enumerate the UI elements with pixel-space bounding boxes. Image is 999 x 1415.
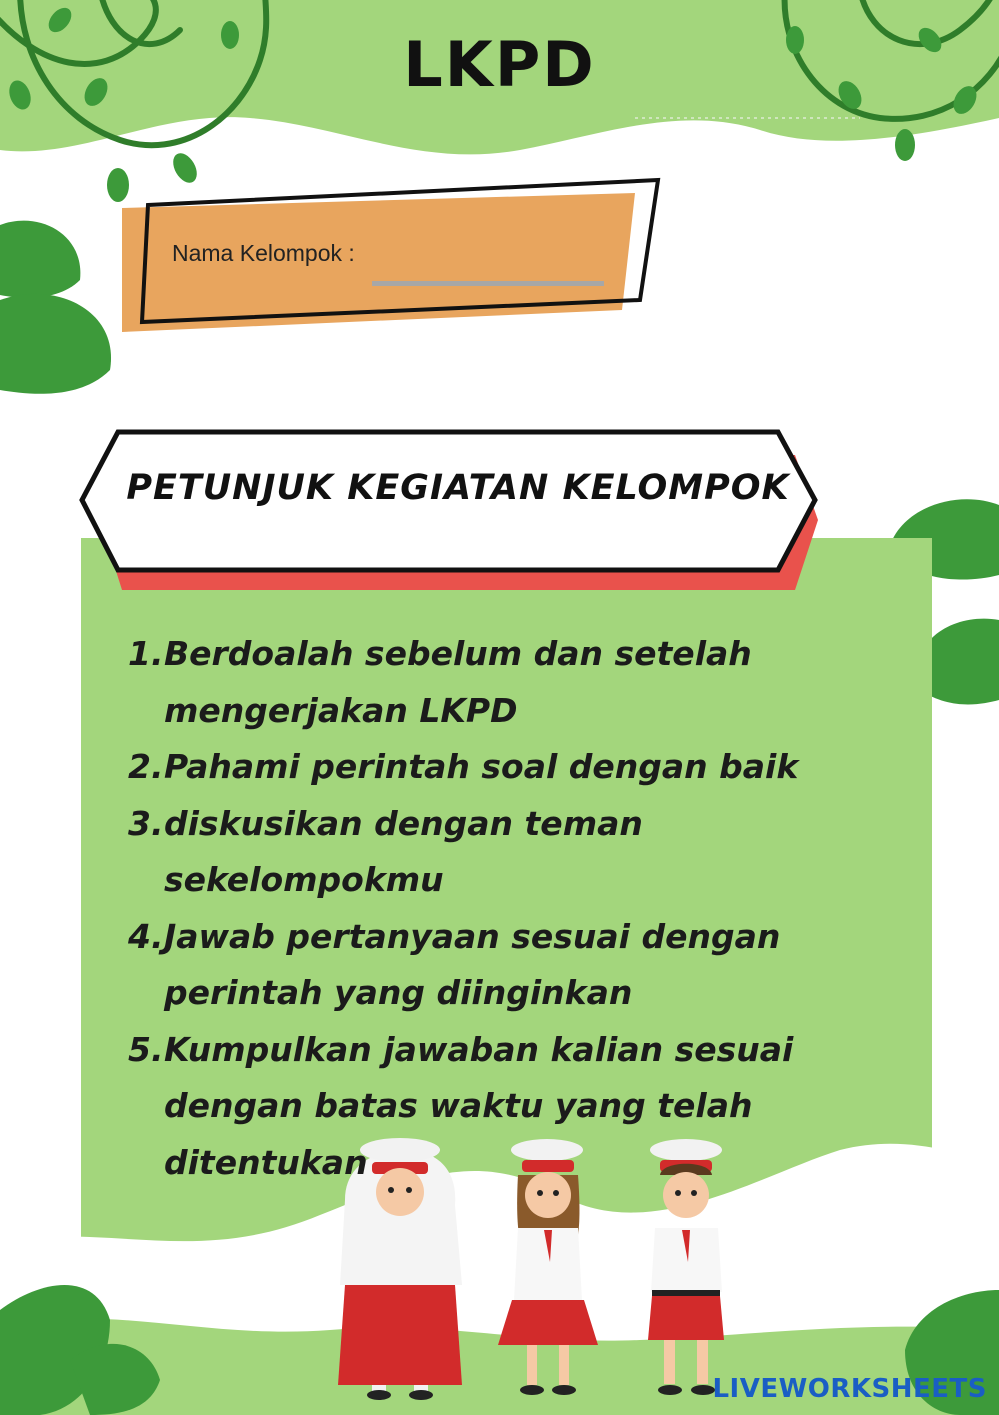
instructions-list	[128, 626, 918, 1191]
list-item	[128, 1022, 918, 1192]
liveworksheets-watermark: LIVEWORKSHEETS	[712, 1374, 987, 1404]
item-text: Jawab pertanyaan sesuai dengan perintah yang diinginkan	[164, 916, 781, 1012]
list-item	[128, 909, 918, 1022]
list-item	[128, 626, 918, 739]
group-name-field[interactable]	[372, 281, 604, 286]
item-number: 3.	[128, 803, 164, 843]
item-text: diskusikan dengan teman sekelompokmu	[164, 803, 643, 899]
item-number: 4.	[128, 916, 164, 956]
item-text: Berdoalah sebelum dan setelah mengerjakan LKPD	[164, 634, 752, 730]
list-item	[128, 739, 918, 796]
group-name-label: Nama Kelompok :	[172, 240, 355, 266]
list-item	[128, 796, 918, 909]
item-number: 2.	[128, 747, 164, 786]
instructions-heading: PETUNJUK KEGIATAN KELOMPOK	[126, 468, 790, 508]
page-title: LKPD	[403, 28, 596, 101]
leaves-left	[0, 221, 111, 394]
item-number: 5.	[128, 1029, 164, 1069]
item-text: Pahami perintah soal dengan baik	[164, 747, 799, 786]
heading-banner	[82, 432, 818, 590]
item-text: Kumpulkan jawaban kalian sesuai dengan batas waktu yang telah ditentukan	[164, 1029, 794, 1182]
item-number: 1.	[128, 634, 164, 673]
